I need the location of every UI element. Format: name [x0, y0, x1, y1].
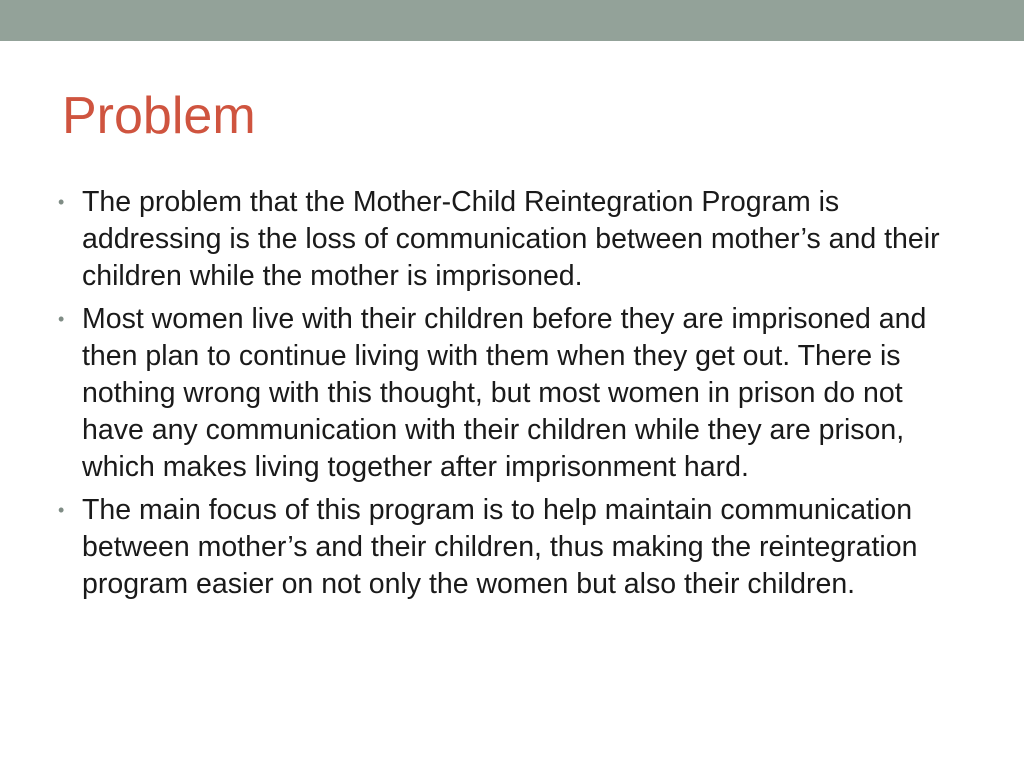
bullet-item [54, 184, 969, 295]
bullet-list [54, 184, 969, 609]
bullet-text: The main focus of this program is to help maintain communication between mother’s and their children, thus making the reintegration program easier on not only the women but also their children. [82, 494, 918, 600]
bullet-icon: • [58, 500, 65, 520]
bullet-text: Most women live with their children before they are imprisoned and then plan to continue living with them when they get out. There is nothing wrong with this thought, but most women in prison do not have any communication with their children while they are prison, which makes living together after imprisonment hard. [82, 303, 927, 483]
bullet-icon: • [58, 309, 65, 329]
bullet-item [54, 492, 969, 603]
bullet-text: The problem that the Mother-Child Reintegration Program is addressing is the loss of communication between mother’s and their children while the mother is imprisoned. [82, 186, 940, 292]
top-accent-bar [0, 0, 1024, 41]
slide-title: Problem [62, 87, 256, 145]
bullet-icon: • [58, 192, 65, 212]
bullet-item [54, 301, 969, 486]
